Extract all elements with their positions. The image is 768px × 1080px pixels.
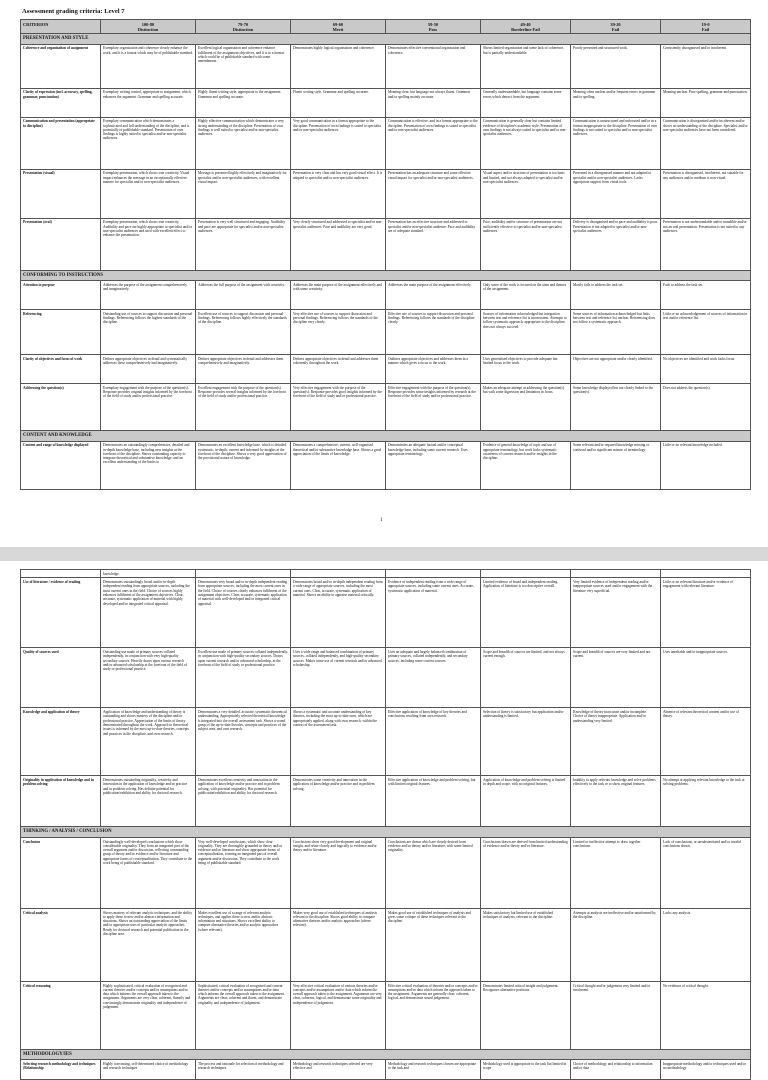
criterion-row	[21, 169, 751, 218]
criterion-cell: Very good communication in a format appropriate to the discipline. Presentation of own findings is suited to specialist and/or non-specialist audiences.	[291, 117, 386, 169]
page-number: 1	[380, 518, 383, 523]
carryover-row	[21, 570, 751, 578]
criterion-cell: Outstanding use of sources to support discussion and personal findings. Referencing follows the highest standards of the discipline.	[101, 310, 196, 355]
criterion-cell: Methodology used is appropriate to the task but limited in scope	[481, 1060, 571, 1080]
criterion-cell: Makes an adequate attempt at addressing the question(s) but with some digression and limitation in focus.	[481, 384, 571, 431]
criterion-cell: Very effective critical evaluation of various theories and/or concepts and/or assumptions and/or data which inform the overall approach taken to the assignment. Arguments are very clear, coherent, logical, and demonstrate some originality and independence of judgement.	[291, 981, 386, 1049]
criterion-cell: Effective engagement with the purpose of the question(s). Response provides some insights informed by research at the forefront of the field of study and/or professional practice.	[386, 384, 481, 431]
criterion-row	[21, 837, 751, 908]
section-title: CONFORMING TO INSTRUCTIONS	[21, 270, 751, 281]
criterion-cell: Demonstrates some creativity and innovation in the application of knowledge and/or practice and in problem solving.	[291, 776, 386, 827]
criterion-cell: Demonstrates a very detailed, accurate, systematic theoretical understanding. Appropriately selected theoretical knowledge is integrated into the overall assessment task. Shows a sound grasp of the up-to-date theories, concepts and practices of the subject area, and own research.	[196, 708, 291, 776]
criterion-cell: Addresses the main purpose of the assignment effectively and with some creativity.	[291, 281, 386, 310]
criterion-cell: Excellent use made of primary sources collated independently, in conjunction with high-quality secondary sources. Draws upon current research and/or advanced scholarship, at the forefront of the field of study or professional practice.	[196, 648, 291, 708]
criterion-cell: Uses a wide range and balanced combination of primary sources, collated independently, and high-quality secondary sources. Makes some use of current research and/or advanced scholarship.	[291, 648, 386, 708]
criterion-row	[21, 578, 751, 648]
criterion-cell: Pace, audibility and/or structure of presentation are not sufficiently effective to specialist and/or non-specialist audiences.	[481, 218, 571, 270]
criterion-cell: Shows mastery of relevant analytic techniques, and the ability to apply these to new and/or abstract information and situations. Shows an outstanding appreciation of the limits and/or appropriate uses of particular analytic approaches. Ready for doctoral research and potential publication in the discipline area.	[101, 908, 196, 981]
criterion-name: Conclusion	[21, 837, 101, 908]
criterion-cell: Presentation has an adequate structure and some effective visual impact for specialist and/or non-specialist audiences.	[386, 169, 481, 218]
criterion-cell: Demonstrates outstanding originality, creativity and innovation in the application of knowledge and/or practice and in problem solving. Has definite potential for publication/exhibition and ability for doctoral research.	[101, 776, 196, 827]
criterion-cell: Choice of methodology and relationship to information and/or data	[571, 1060, 661, 1080]
criterion-cell: Highly sophisticated, critical evaluation of recognised and current theories and/or concepts and/or assumptions and/or data which informs the overall approach taken to the assignment. Arguments are very clear, coherent, fluently and convincingly demonstrate originality and independence of judgement.	[101, 981, 196, 1049]
criterion-name: Coherence and organisation of assignment	[21, 44, 101, 88]
criterion-cell: Addresses the full purpose of the assignment with creativity.	[196, 281, 291, 310]
criterion-cell: Poorly presented and structured work.	[571, 44, 661, 88]
criterion-cell: Delivery is disorganised and/or pace and audibility is poor. Presentation is not adapted to specialist and/or non-specialist audiences.	[571, 218, 661, 270]
criterion-cell: Limited evidence of broad and independent reading. Application of literature is too descriptive overall.	[481, 578, 571, 648]
criterion-cell: Demonstrates very broad and/or in-depth independent reading from appropriate sources, including the most current ones in the field. Choice of sources clearly enhances fulfilment of the assignment objectives. Clear, accurate, systematic application of material with well-developed and/or integrated critical appraisal.	[196, 578, 291, 648]
criterion-row	[21, 1060, 751, 1080]
column-header	[291, 20, 386, 34]
grade-range: 100-80	[141, 21, 155, 27]
criterion-cell: Mostly fails to address the task set.	[571, 281, 661, 310]
criterion-cell: Demonstrates highly logical organisation and coherence.	[291, 44, 386, 88]
criterion-row	[21, 310, 751, 355]
criterion-row	[21, 981, 751, 1049]
criterion-cell: Exemplary presentation, which shows true creativity. Visual impact enhances the message in an exceptionally effective manner for specialist and/or non-specialist audiences.	[101, 169, 196, 218]
criterion-cell: Demonstrates excellent creativity and innovation in the application of knowledge and/or practice and in problem solving, with potential originality. Has potential for publication/exhibition and ability for doctoral research.	[196, 776, 291, 827]
criterion-cell: Objectives are not appropriate and/or clearly identified.	[571, 355, 661, 384]
criterion-cell: Fails to address the task set.	[661, 281, 751, 310]
criterion-cell: Little or no relevant literature and/or evidence of engagement with relevant literature.	[661, 578, 751, 648]
criterion-name: Addressing the question(s)	[21, 384, 101, 431]
criterion-name: Presentation (oral)	[21, 218, 101, 270]
criterion-cell: Makes satisfactory but limited use of established techniques of analysis, relevant to the discipline.	[481, 908, 571, 981]
criterion-cell: Little or no relevant knowledge included.	[661, 441, 751, 489]
criterion-row	[21, 648, 751, 708]
criterion-cell: Does not address the question(s).	[661, 384, 751, 431]
criterion-cell: Presented in a disorganised manner and not adapted to specialist and/or non-specialist audiences. Lacks appropriate support from visual tools.	[571, 169, 661, 218]
criterion-cell: Fluent writing style. Grammar and spelling accurate.	[291, 88, 386, 117]
grade-label: Merit	[332, 26, 344, 32]
criterion-cell: Little or no acknowledgement of sources of information in text and/or reference list.	[661, 310, 751, 355]
criterion-cell: Highly convincing, self-determined choice of methodology and research techniques	[101, 1060, 196, 1080]
criterion-cell: Addresses the main purpose of the assignment effectively.	[386, 281, 481, 310]
criterion-name: Knowledge and application of theory	[21, 708, 101, 776]
criterion-cell: Makes excellent use of a range of relevant analytic techniques, and applies these to new and/or abstract information and situations. Shows excellent ability to compare alternative theories and/or analytic approaches (where relevant).	[196, 908, 291, 981]
criterion-cell: Only some of the work is focused on the aims and themes of the assignment.	[481, 281, 571, 310]
grade-range: 69-60	[332, 21, 344, 27]
grade-range: 49-40	[520, 21, 531, 27]
criterion-name: Quality of sources used	[21, 648, 101, 708]
criterion-row	[21, 281, 751, 310]
criterion-cell: Very effective engagement with the purpose of the question(s). Response provides good insights informed by the forefront of the field of study and/or professional practice.	[291, 384, 386, 431]
criterion-cell: Highly fluent writing style, appropriate to the assignment. Grammar and spelling accurate.	[196, 88, 291, 117]
section-header	[21, 34, 751, 45]
criterion-cell: Effective application of knowledge of key theories and conclusions resulting from own research.	[386, 708, 481, 776]
criterion-cell: Demonstrates outstandingly broad and/or in-depth independent reading from appropriate sources, including the most current ones in the field. Choice of sources highly enhances fulfilment of the assignment objectives. Clear, accurate, systematic application of material with highly developed and/or integrated critical appraisal.	[101, 578, 196, 648]
criterion-cell: Conclusions show very good development and original insight, and relate closely and logically to evidence and/or theory and/or literature.	[291, 837, 386, 908]
criterion-name: Selecting research methodology and techniques (Relationship	[21, 1060, 101, 1080]
criterion-cell: Very well-developed conclusions, which show clear originality. They are thoroughly grounded in theory and/or evidence and/or literature and show appropriate forms of conceptualisation, forming an integrated part of overall argument and/or discussion. They contribute to the work being of publishable standard.	[196, 837, 291, 908]
criterion-cell: Uses generalised objectives to provide adequate but limited focus to the work.	[481, 355, 571, 384]
criterion-cell: Very clearly structured and addressed to specialist and/or non-specialist audiences. Pace and audibility are very good.	[291, 218, 386, 270]
criterion-row	[21, 355, 751, 384]
criterion-name: Attention to purpose	[21, 281, 101, 310]
criterion-cell: Very limited evidence of independent reading and/or inappropriate sources used and/or engagement with the literature very superficial.	[571, 578, 661, 648]
criterion-cell: Conclusions are drawn which are clearly derived from evidence and/or theory and/or literature, with some limited originality.	[386, 837, 481, 908]
criterion-name: Clarity of expression (incl. accuracy, spelling, grammar, punctuation)	[21, 88, 101, 117]
criterion-cell: Presentation is very clear and has very good visual effect. It is adapted to specialist and/or non-specialist audiences.	[291, 169, 386, 218]
column-header	[196, 20, 291, 34]
criterion-cell: Exemplary communication which demonstrates a sophisticated and full understanding of the discipline, and is potentially of publishable standard. Presentation of own findings is highly suited to specialist and/or non-specialist audiences.	[101, 117, 196, 169]
criterion-cell: Makes good use of established techniques of analysis and gives some critique of these techniques relevant to the discipline.	[386, 908, 481, 981]
section-title: CONTENT AND KNOWLEDGE	[21, 431, 751, 442]
grade-range: 79-70	[237, 21, 249, 27]
criterion-cell: Exemplary organisation and coherence clearly enhance the work, and it is a format which may be of publishable standard.	[101, 44, 196, 88]
criterion-cell: Makes very good use of established techniques of analysis relevant to the discipline. Shows good ability to compare alternative theories and/or analytic approaches (where relevant).	[291, 908, 386, 981]
criterion-cell: Outstandingly well-developed conclusions which show considerable originality. They form an integrated part of the overall argument and/or discussion, reflecting commanding grasp of theory and/or evidence and/or literature and appropriate forms of conceptualisation. They contribute to the work being of publishable standard.	[101, 837, 196, 908]
document-title: Assessment grading criteria: Level 7	[22, 8, 125, 15]
criterion-name: Critical reasoning	[21, 981, 101, 1049]
criterion-cell: Effective application of knowledge and problem solving, but with limited original features.	[386, 776, 481, 827]
criterion-cell: Evidence of general knowledge of topic and use of appropriate terminology, but work lacks systematic awareness of current research and/or insights in the discipline.	[481, 441, 571, 489]
criterion-cell: Outlines appropriate objectives and addresses them in a manner which gives a focus to the work.	[386, 355, 481, 384]
column-header	[571, 20, 661, 34]
criterion-cell: Sophisticated, critical evaluation of recognised and current theories and/or concepts and/or assumptions and/or data which informs the overall approach taken to the assignment. Arguments are clear, coherent and fluent, and demonstrate originality and independence of judgement.	[196, 981, 291, 1049]
criterion-cell: Communication is effective, and in a format appropriate to the discipline. Presentation of own findings is suited to specialist and/or non-specialist audiences.	[386, 117, 481, 169]
criterion-cell: Limited or ineffective attempt to draw together conclusions.	[571, 837, 661, 908]
criterion-row	[21, 708, 751, 776]
section-title: PRESENTATION AND STYLE	[21, 34, 751, 45]
section-header	[21, 270, 751, 281]
criterion-name: Presentation (visual)	[21, 169, 101, 218]
criterion-cell: Effective use of sources to support discussion and personal findings. Referencing follows the standards of the discipline clearly.	[386, 310, 481, 355]
grading-table-page-1	[20, 19, 751, 490]
criterion-cell: No attempt at applying relevant knowledge to the task or solving problems.	[661, 776, 751, 827]
criterion-row	[21, 908, 751, 981]
criterion-cell: Message is presented highly effectively and imaginatively for specialist and/or non-specialist audiences, with excellent visual impact.	[196, 169, 291, 218]
criterion-cell: Meaning often unclear and/or frequent errors in grammar and/or spelling.	[571, 88, 661, 117]
grade-label: Borderline Fail	[511, 26, 540, 32]
criterion-row	[21, 117, 751, 169]
criterion-cell: Lacks any analysis.	[661, 908, 751, 981]
criterion-cell: Presentation is not understandable and/or inaudible and/or not an oral presentation. Presentation is not suited to any audiences.	[661, 218, 751, 270]
criterion-cell: Generally understandable, but language contains some errors which detract from the argument.	[481, 88, 571, 117]
criterion-cell: Presentation is very well structured and engaging. Audibility and pace are appropriate for specialist and/or non-specialist audiences.	[196, 218, 291, 270]
criterion-row	[21, 44, 751, 88]
section-header	[21, 1049, 751, 1060]
grade-label: Distinction	[232, 26, 254, 32]
criterion-name: Clarity of objectives and focus of work	[21, 355, 101, 384]
criterion-cell: Consistently disorganised and/or incoherent.	[661, 44, 751, 88]
criterion-cell: No evidence of critical thought.	[661, 981, 751, 1049]
criterion-cell: Shows limited organisation and some lack of coherence, but is partially understandable.	[481, 44, 571, 88]
criterion-cell: Inability to apply relevant knowledge and solve problems effectively to the task or to show original features.	[571, 776, 661, 827]
criterion-cell: Excellent use of sources to support discussion and personal findings. Referencing follows highly effectively the standards of the discipline.	[196, 310, 291, 355]
criterion-row	[21, 776, 751, 827]
grade-label: Pass	[428, 26, 438, 32]
criterion-cell: Lack of conclusions, or unsubstantiated and/or invalid conclusions drawn.	[661, 837, 751, 908]
column-header	[101, 20, 196, 34]
criterion-row	[21, 88, 751, 117]
table-header-row	[21, 20, 751, 34]
criterion-cell: Effective critical evaluation of theories and/or concepts and/or assumptions and/or data which inform the approach taken to the assignment. Arguments are generally clear, coherent, logical, and demonstrate sound judgement.	[386, 981, 481, 1049]
criterion-cell: Conclusions drawn are derived from limited understanding of evidence and/or theory and/or literature.	[481, 837, 571, 908]
grade-label: Fail	[611, 26, 620, 32]
criterion-cell: Scope and breadth of sources are very limited and not current.	[571, 648, 661, 708]
criterion-cell: Shows a systematic and accurate understanding of key theories, including the most up-to-date ones, which are appropriately applied, along with own research, within the context of the assessment task.	[291, 708, 386, 776]
criterion-cell: Attempts at analysis are ineffective and/or uninformed by the discipline.	[571, 908, 661, 981]
criterion-cell: Demonstrates broad and/or in-depth independent reading from a wide range of appropriate sources, including the most current ones. Clear, accurate, systematic application of material. Shows an ability to appraise material critically.	[291, 578, 386, 648]
criterion-cell: Methodology and research techniques selected are very effective and	[291, 1060, 386, 1080]
criterion-cell: Demonstrates an adequate factual and/or conceptual knowledge base, including some current research. Uses appropriate terminology.	[386, 441, 481, 489]
criterion-cell: Excellent logical organisation and coherence enhance fulfilment of the assignment objectives, and it is in a format which could be of publishable standard with some amendments.	[196, 44, 291, 88]
criterion-cell: Some sources of information acknowledged but links between text and reference list unclear. Referencing does not follow a systematic approach.	[571, 310, 661, 355]
criterion-cell: Exemplary writing control, appropriate to assignment, which enhances the argument. Grammar and spelling accurate.	[101, 88, 196, 117]
criterion-cell: Communication is disorganised and/or incoherent and/or shows no understanding of the discipline. Specialist and/or non-specialist audiences have not been considered.	[661, 117, 751, 169]
column-header	[481, 20, 571, 34]
criterion-cell: The process and rationale for selection of methodology and research techniques	[196, 1060, 291, 1080]
criterion-cell: Evidence of independent reading from a wide range of appropriate sources, including some current ones. Accurate, systematic application of material.	[386, 578, 481, 648]
criterion-cell: Exemplary engagement with the purpose of the question(s). Response provides original insights informed by the forefront of the field of study and/or professional practice.	[101, 384, 196, 431]
criterion-cell: Defines appropriate objectives in detail and addresses them comprehensively and imaginatively.	[196, 355, 291, 384]
criterion-cell: Selection of theory is satisfactory but application and/or understanding is limited.	[481, 708, 571, 776]
criterion-cell: Application of knowledge and problem solving is limited in depth and scope, with no original features.	[481, 776, 571, 827]
criterion-cell: Exemplary presentation, which shows true creativity. Audibility and pace are highly appropriate to specialist and/or non-specialist audiences and used with excellent effect to enhance the presentation.	[101, 218, 196, 270]
criterion-cell: Some knowledge displayed but not clearly linked to the question(s).	[571, 384, 661, 431]
criterion-cell: Sources of information acknowledged but integration between text and reference list is inconsistent. Attempts to follow systematic approach, appropriate to the discipline, does not always succeed.	[481, 310, 571, 355]
criterion-name: Referencing	[21, 310, 101, 355]
criterion-cell: Defines appropriate objectives in detail and addresses them coherently throughout the work.	[291, 355, 386, 384]
carryover-text: knowledge.	[101, 570, 196, 578]
criterion-cell: Defines appropriate objectives in detail and systematically addresses these comprehensively and imaginatively.	[101, 355, 196, 384]
criterion-cell: Communication is unstructured and unfocused and/or in a format inappropriate to the discipline. Presentation of own findings is not suited to specialist and/or non-specialist audiences.	[571, 117, 661, 169]
criterion-cell: Inappropriate methodology and/or techniques used and/or no methodology	[661, 1060, 751, 1080]
section-header	[21, 827, 751, 838]
criterion-name: Critical analysis	[21, 908, 101, 981]
criterion-cell: Uses an adequate and largely balanced combination of primary sources, collated independently, and secondary sources, including some current sources.	[386, 648, 481, 708]
criterion-cell: Meaning unclear. Poor spelling, grammar and punctuation.	[661, 88, 751, 117]
criterion-cell: Scope and breadth of sources are limited, and not always current enough.	[481, 648, 571, 708]
section-title: METHODOLOGY/IES	[21, 1049, 751, 1060]
criterion-cell: Excellent engagement with the purpose of the question(s). Response provides several insights informed by the forefront of the field of study and/or professional practice.	[196, 384, 291, 431]
criterion-cell: Addresses the purpose of the assignment comprehensively and imaginatively.	[101, 281, 196, 310]
criterion-cell: Outstanding use made of primary sources collated independently, in conjunction with very high-quality secondary sources. Heavily draws upon current research and/or advanced scholarship at the forefront of the field of study or professional practice.	[101, 648, 196, 708]
column-header	[21, 20, 101, 34]
section-title: THINKING / ANALYSIS / CONCLUSION	[21, 827, 751, 838]
criterion-cell: Application of knowledge and understanding of theory is outstanding and shows mastery of the discipline and/or professional practice. Appreciation of the limits of theory demonstrated throughout the work. Approach to theoretical issues is informed by the most up-to-date theories, concepts and practices in the discipline, and own research.	[101, 708, 196, 776]
criterion-row	[21, 218, 751, 270]
criterion-cell: Demonstrates limited critical insight and judgement. Recognises alternative positions.	[481, 981, 571, 1049]
criterion-cell: Knowledge of theory inaccurate and/or incomplete. Choice of theory inappropriate. Application and/or understanding very limited.	[571, 708, 661, 776]
grade-range: 39-20	[610, 21, 621, 27]
page-2	[0, 561, 768, 1071]
criterion-cell: Highly effective communication which demonstrates a very strong understanding of the discipline. Presentation of own findings is well suited to specialist and/or non-specialist audiences.	[196, 117, 291, 169]
column-header	[386, 20, 481, 34]
criterion-cell: Methodology and research techniques chosen are appropriate to the task and	[386, 1060, 481, 1080]
criterion-cell: Demonstrates an excellent knowledge base, which is detailed, systematic, in-depth, current and informed by insights at the forefront of the discipline. Shows a very good appreciation of the provisional nature of knowledge.	[196, 441, 291, 489]
grade-range: CRITERION	[23, 21, 49, 27]
criterion-cell: Demonstrates effective conventional organisation and coherence.	[386, 44, 481, 88]
column-header	[661, 20, 751, 34]
section-header	[21, 431, 751, 442]
criterion-row	[21, 384, 751, 431]
criterion-cell: Absence of relevant theoretical content and/or use of theory.	[661, 708, 751, 776]
criterion-cell: Demonstrates an outstandingly comprehensive, detailed and in-depth knowledge base, including new insights at the forefront of the discipline. Shows outstanding capacity to integrate theoretical and substantive knowledge, and an excellent understanding of the limits to	[101, 441, 196, 489]
criterion-name: Originality in application of knowledge and in problem solving	[21, 776, 101, 827]
criterion-cell: Very effective use of sources to support discussion and personal findings. Referencing follows the standards of the discipline very clearly.	[291, 310, 386, 355]
page-gap	[0, 547, 768, 561]
criterion-cell: Visual aspect and/or structure of presentation is too basic and limited, and not always adapted to specialist and/or non-specialist audiences.	[481, 169, 571, 218]
criterion-name: Content and range of knowledge displayed	[21, 441, 101, 489]
criterion-cell: Communication is generally clear but contains limited evidence of discipline's academic style. Presentation of own findings is not always suited to specialist and/or non-specialist audiences.	[481, 117, 571, 169]
criterion-cell: Presentation is disorganised, incoherent, not suitable for any audiences and/or medium is non-visual.	[661, 169, 751, 218]
grade-label: Distinction	[137, 26, 159, 32]
criterion-cell: Meaning clear, but language not always fluent. Grammar and/or spelling mainly accurate.	[386, 88, 481, 117]
criterion-cell: Critical thought and/or judgement very limited and/or incoherent.	[571, 981, 661, 1049]
criterion-cell: Demonstrates a comprehensive, current, well-organised theoretical and/or substantive knowledge base. Shows a good appreciation of the limits of knowledge.	[291, 441, 386, 489]
grade-range: 59-50	[427, 21, 439, 27]
criterion-cell: Some relevant and/or required knowledge missing or confused and/or significant misuse of terminology.	[571, 441, 661, 489]
criterion-cell: No objectives are identified and work lacks focus.	[661, 355, 751, 384]
grade-range: 19-0	[701, 21, 710, 27]
criterion-cell: Uses unreliable and/or inappropriate sources.	[661, 648, 751, 708]
criterion-row	[21, 441, 751, 489]
criterion-name: Use of literature / evidence of reading	[21, 578, 101, 648]
grade-label: Fail	[701, 26, 710, 32]
grading-table-page-2	[20, 569, 751, 1080]
criterion-cell: Presentation has an effective structure and addressed to specialist and/or non-specialist audience. Pace and audibility are of adequate standard.	[386, 218, 481, 270]
criterion-name: Communication and presentation (appropriate to discipline)	[21, 117, 101, 169]
